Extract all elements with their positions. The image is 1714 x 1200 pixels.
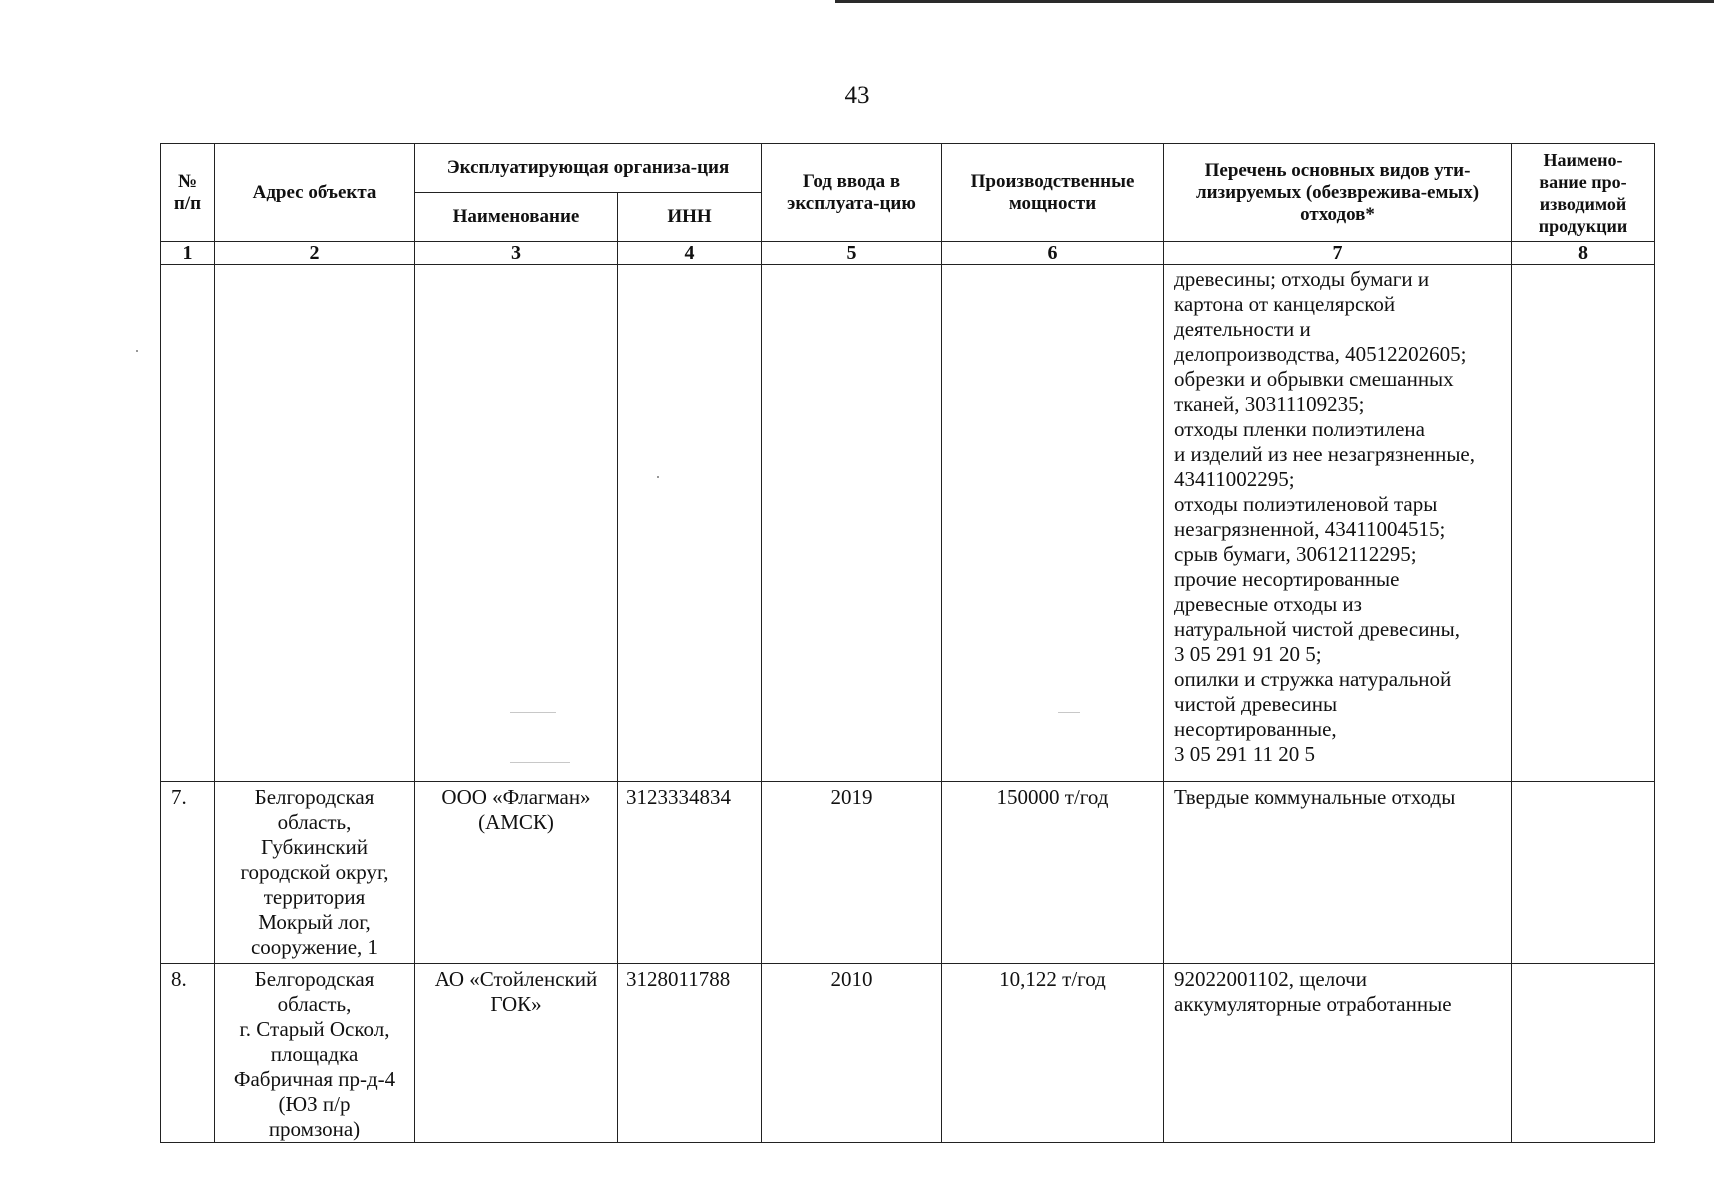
table-row (161, 964, 1655, 1143)
address-line: Белгородская (254, 967, 375, 991)
waste-line: 92022001102, щелочи (1174, 967, 1367, 991)
org-name (415, 782, 618, 964)
waste-line: 3 05 291 11 20 5 (1174, 742, 1315, 766)
waste-list-cell (1164, 265, 1512, 782)
header-year: Год ввода в эксплуата-цию (762, 144, 942, 242)
org-name-line: ООО «Флагман» (441, 785, 591, 809)
waste-line: и изделий из нее незагрязненные, (1174, 442, 1475, 466)
column-number: 7 (1164, 242, 1512, 265)
cell-empty (762, 265, 942, 782)
waste-line: деятельности и (1174, 317, 1311, 341)
org-name-line: АО «Стойленский (434, 967, 598, 991)
address-line: сооружение, 1 (250, 935, 379, 959)
address-line: городской округ, (240, 860, 389, 884)
waste-line: аккумуляторные отработанные (1174, 992, 1452, 1016)
org-inn: 3128011788 (618, 964, 762, 1143)
waste-line: натуральной чистой древесины, (1174, 617, 1461, 641)
column-number: 4 (618, 242, 762, 265)
production-capacity: 150000 т/год (942, 782, 1164, 964)
waste-line: картона от канцелярской (1174, 292, 1396, 316)
waste-line: незагрязненной, 43411004515; (1174, 517, 1446, 541)
header-operating-org: Эксплуатирующая организа-ция (415, 144, 762, 193)
waste-line: отходы пленки полиэтилена (1174, 417, 1425, 441)
address-line: (ЮЗ п/р (278, 1092, 351, 1116)
cell-empty (215, 265, 415, 782)
waste-line: чистой древесины (1174, 692, 1338, 716)
address-line: Фабричная пр-д-4 (233, 1067, 396, 1091)
address-line: область, (277, 992, 352, 1016)
address-line: Губкинский (261, 835, 368, 859)
waste-line: древесные отходы из (1174, 592, 1362, 616)
column-number: 2 (215, 242, 415, 265)
address-line: г. Старый Оскол, (239, 1017, 390, 1041)
production-capacity: 10,122 т/год (942, 964, 1164, 1143)
waste-line: отходы полиэтиленовой тары (1174, 492, 1438, 516)
org-name (415, 964, 618, 1143)
waste-facilities-table (160, 143, 1655, 1143)
commission-year: 2019 (762, 782, 942, 964)
product-name (1512, 782, 1655, 964)
column-number: 6 (942, 242, 1164, 265)
waste-list-cell (1164, 782, 1512, 964)
header-org-name: Наименование (415, 193, 618, 242)
page-number: 43 (844, 82, 870, 109)
cell-empty (942, 265, 1164, 782)
header-waste-types: Перечень основных видов ути-лизируемых (обезврежива-емых) отходов* (1164, 144, 1512, 242)
waste-line: срыв бумаги, 30612112295; (1174, 542, 1417, 566)
object-address (215, 782, 415, 964)
org-name-line: ГОК» (490, 992, 542, 1016)
org-name-line: (АМСК) (478, 810, 554, 834)
header-product: Наимено-вание про-изводимой продукции (1512, 144, 1655, 242)
org-inn: 3123334834 (618, 782, 762, 964)
waste-line: опилки и стружка натуральной (1174, 667, 1452, 691)
waste-line: обрезки и обрывки смешанных (1174, 367, 1454, 391)
address-line: площадка (270, 1042, 359, 1066)
address-line: область, (277, 810, 352, 834)
waste-list-cell (1164, 964, 1512, 1143)
waste-line: 43411002295; (1174, 467, 1295, 491)
waste-line: Твердые коммунальные отходы (1174, 785, 1456, 809)
address-line: Белгородская (254, 785, 375, 809)
cell-empty (1512, 265, 1655, 782)
waste-line: делопроизводства, 40512202605; (1174, 342, 1467, 366)
waste-line: несортированные, (1174, 717, 1337, 741)
object-address (215, 964, 415, 1143)
address-line: Мокрый лог, (258, 910, 371, 934)
top-rule (835, 0, 1714, 3)
column-number: 1 (161, 242, 215, 265)
scan-speck (136, 350, 138, 352)
waste-line: 3 05 291 91 20 5; (1174, 642, 1322, 666)
waste-line: тканей, 30311109235; (1174, 392, 1365, 416)
cell-empty (618, 265, 762, 782)
waste-line: прочие несортированные (1174, 567, 1400, 591)
column-number: 3 (415, 242, 618, 265)
table-row (161, 782, 1655, 964)
table-row-continuation (161, 265, 1655, 782)
cell-empty (161, 265, 215, 782)
waste-line: древесины; отходы бумаги и (1174, 267, 1430, 291)
address-line: территория (263, 885, 366, 909)
header-inn: ИНН (618, 193, 762, 242)
column-number: 8 (1512, 242, 1655, 265)
address-line: промзона) (268, 1117, 361, 1141)
row-number: 7. (161, 782, 215, 964)
column-number-row (161, 242, 1655, 265)
product-name (1512, 964, 1655, 1143)
column-number: 5 (762, 242, 942, 265)
header-capacity: Производственные мощности (942, 144, 1164, 242)
row-number: 8. (161, 964, 215, 1143)
header-address: Адрес объекта (215, 144, 415, 242)
cell-empty (415, 265, 618, 782)
commission-year: 2010 (762, 964, 942, 1143)
table-header (161, 144, 1655, 265)
header-no: № п/п (161, 144, 215, 242)
